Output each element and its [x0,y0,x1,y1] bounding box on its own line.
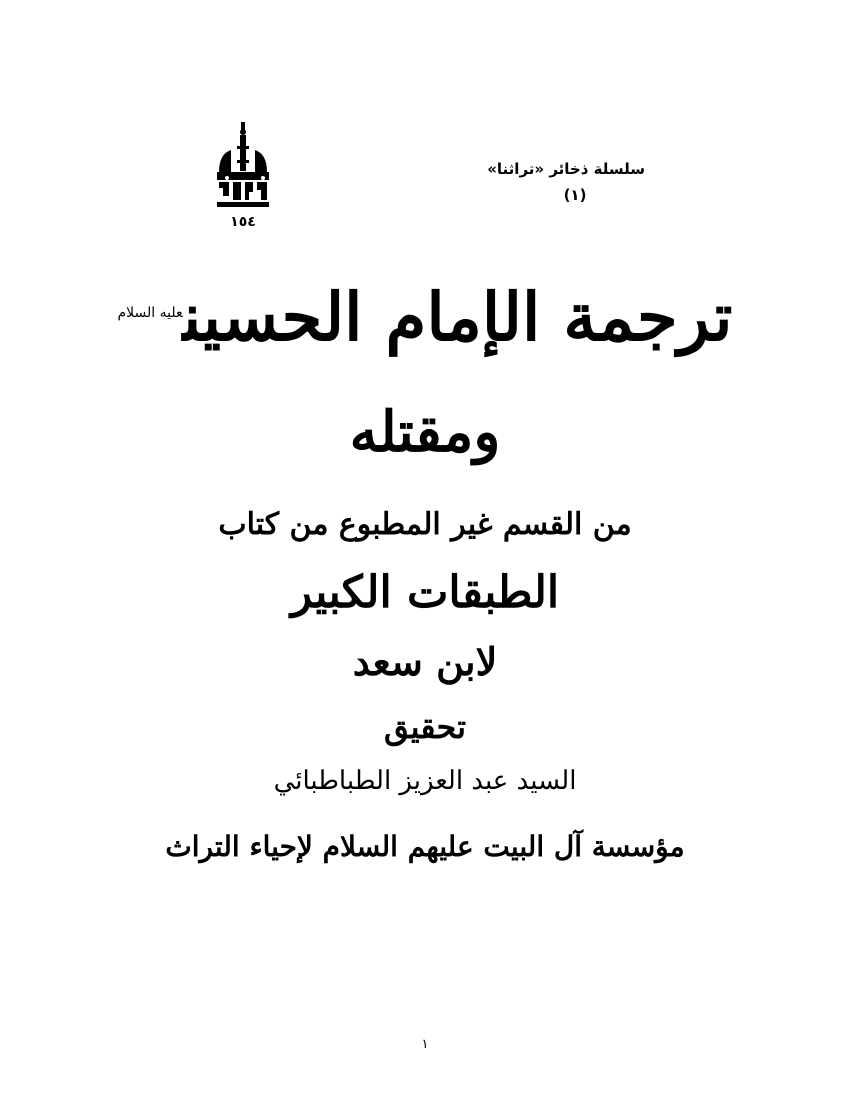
institute-emblem-icon [213,120,273,212]
series-block [445,158,645,206]
main-title-text: ترجمة الإمام الحسين [182,278,733,356]
publisher-logo [208,120,278,235]
publisher-name: مؤسسة آل البيت عليهم السلام لإحياء التراث [165,830,685,863]
logo-number: ١٥٤ [230,214,256,230]
series-title: سلسلة ذخائر «تراثنا» [487,160,645,178]
series-number: (١) [563,186,587,204]
page-number: ١ [421,1037,429,1052]
book-title: الطبقات الكبير [290,567,560,618]
editor-name: السيد عبد العزيز الطباطبائي [273,766,577,796]
main-title [0,258,850,372]
honorific: عليه السلام [117,305,183,321]
source-intro: من القسم غير المطبوع من كتاب [218,507,632,542]
subtitle: ومقتله [349,399,501,465]
book-author: لابن سعد [352,639,498,684]
editing-label: تحقيق [383,708,467,746]
